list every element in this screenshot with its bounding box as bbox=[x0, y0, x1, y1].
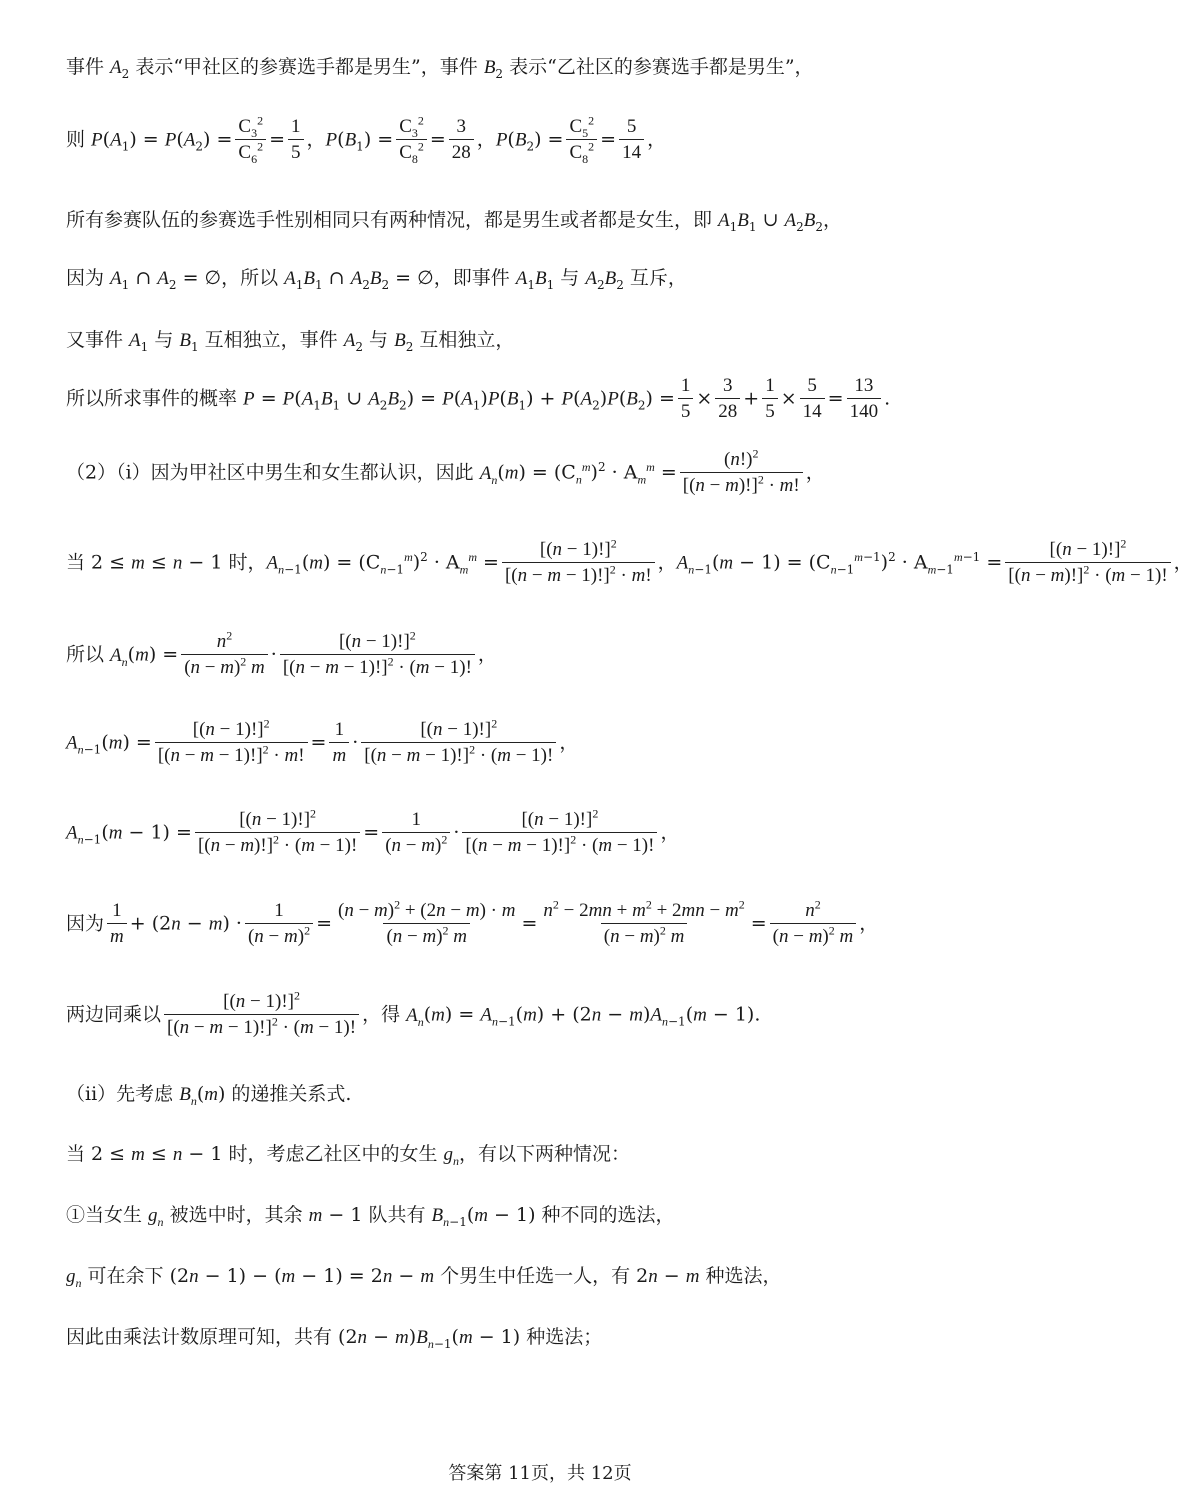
page-footer: 答案第 11页，共 12页 bbox=[448, 1463, 632, 1484]
text-line-gn-choices: $g_n$ 可在余下 (2n − 1) − (m − 1) = 2n − m 个男生中任选一人，有 2n − m 种选法， bbox=[66, 1265, 782, 1290]
text-line-probabilities: 则 $P(A_1) = P(A_2)$ = $\frac{C_3^2}{C_6^2}$ = $\frac{1}{5}$ ，$P(B_1)$ = $\frac{C_3^2}{C_8^2}$ = $\frac{3}{28}$ ，$P(B_2)$ = $\frac{C_5^2}{C_8^2}$ = $\frac{5}{14}$ ， bbox=[66, 113, 667, 166]
text-line-multiply-both-sides: 两边同乘以 $\frac{[(n - 1)!]^2}{[(n - m - 1)!]^2 \cdot (m - 1)!}$ ，得 $A_n(m) = A_{n-1}(m) + (2n - m)A_{n-1}(m - 1)$. bbox=[66, 990, 760, 1041]
text-line-case1: ①当女生 $g_n$ 被选中时，其余 m − 1 队共有 $B_{n-1}(m - 1)$ 种不同的选法， bbox=[66, 1204, 675, 1229]
text-line-part2-ii: （ii）先考虑 $B_n(m)$ 的递推关系式. bbox=[66, 1083, 352, 1108]
text-line-so-An: 所以 $A_n(m)$ = $\frac{n^2}{(n - m)^2 m}$ · $\frac{[(n - 1)!]^2}{[(n - m - 1)!]^2 \cdot (m - 1)!}$ ， bbox=[66, 630, 497, 681]
text-line-recurrence-defs: 当 2 ≤ m ≤ n − 1 时，$A_{n-1}(m) = (C_{n-1}^m)^2 \cdot A_m^m$ = $\frac{[(n - 1)!]^2}{[(n - m - 1)!]^2 \cdot m!}$ ，$A_{n-1}(m - 1) = (C_{n-1}^{m-1})^2 \cdot A_{m-1}^{m-1}$ = $\frac{[(n - 1)!]^2}{[(n - m)!]^2 \cdot (m - 1)!}$ ， bbox=[66, 538, 1193, 589]
text-line-consider-gn: 当 2 ≤ m ≤ n − 1 时，考虑乙社区中的女生 $g_n$，有以下两种情况： bbox=[66, 1143, 631, 1168]
text-line-independent: 又事件 $A_1$ 与 $B_1$ 互相独立，事件 $A_2$ 与 $B_2$ 互相独立， bbox=[66, 329, 515, 354]
text-line-gender-cases: 所有参赛队伍的参赛选手性别相同只有两种情况，都是男生或者都是女生，即 $A_1B_1$ ∪ $A_2B_2$， bbox=[66, 209, 843, 234]
text-line-An-1-m-1: $A_{n-1}(m - 1)$ = $\frac{[(n - 1)!]^2}{[(n - m)!]^2 \cdot (m - 1)!}$ = $\frac{1}{(n - m)^2}$ · $\frac{[(n - 1)!]^2}{[(n - m - 1)!]^2 \cdot (m - 1)!}$ ， bbox=[66, 808, 679, 859]
text-line-because-identity: 因为 $\frac{1}{m}$ + (2n − m) · $\frac{1}{(n - m)^2}$ = $\frac{(n - m)^2 + (2n - m) \cdot m}{(n - m)^2 m}$ = $\frac{n^2 - 2mn + m^2 + 2mn - m^2}{(n - m)^2 m}$ = $\frac{n^2}{(n - m)^2 m}$ ， bbox=[66, 899, 878, 950]
text-line-An-1-m: $A_{n-1}(m)$ = $\frac{[(n - 1)!]^2}{[(n - m - 1)!]^2 \cdot m!}$ = $\frac{1}{m}$ · $\frac{[(n - 1)!]^2}{[(n - m - 1)!]^2 \cdot (m - 1)!}$ ， bbox=[66, 718, 578, 769]
text-line-total-probability: 所以所求事件的概率 $P = P(A_1B_1$ ∪ $A_2B_2) = P(A_1)P(B_1) + P(A_2)P(B_2)$ = $\frac{1}{5}$ × $\frac{3}{28}$ + $\frac{1}{5}$ × $\frac{5}{14}$ = $\frac{13}{140}$ . bbox=[66, 374, 890, 425]
text-line-part2-i: （2）（i）因为甲社区中男生和女生都认识，因此 $A_n(m) = (C_n^m)^2 \cdot A_m^m$ = $\frac{(n!)^2}{[(n - m)!]^2 \cdot m!}$ ， bbox=[66, 448, 825, 499]
text-line-mutually-exclusive: 因为 $A_1$ ∩ $A_2$ = ∅，所以 $A_1B_1$ ∩ $A_2B_2$ = ∅，即事件 $A_1B_1$ 与 $A_2B_2$ 互斥， bbox=[66, 267, 687, 292]
text-line-multiplication-principle: 因此由乘法计数原理可知，共有 $(2n - m)B_{n-1}(m - 1)$ 种选法； bbox=[66, 1326, 603, 1351]
text-line-events: 事件 $A_2$ 表示“甲社区的参赛选手都是男生”，事件 $B_2$ 表示“乙社区的参赛选手都是男生”， bbox=[66, 56, 814, 81]
